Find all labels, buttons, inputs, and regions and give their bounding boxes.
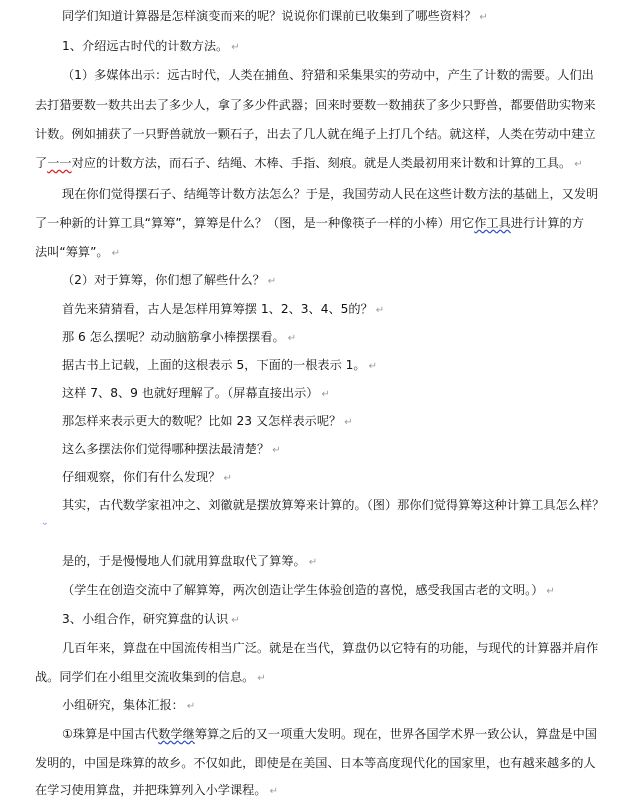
- question-line-4: 这样 7、8、9 也就好理解了。（屏幕直接出示） ↵: [62, 386, 330, 400]
- paragraph-mark-icon: ↵: [267, 276, 277, 287]
- section-heading-1: 1、介绍远古时代的计数方法。 ↵: [62, 39, 240, 53]
- paragraph-mark-icon: ↵: [321, 389, 330, 400]
- question-line-10: （学生在创造交流中了解算筹，两次创造让学生体验创造的喜悦，感受我国古老的文明。） ↵: [62, 583, 555, 597]
- section-heading-2: （2）对于算筹，你们想了解些什么？ ↵: [62, 273, 277, 287]
- question-line-8: 其实，古代数学家祖冲之、刘徽就是摆放算筹来计算的。（图）那你们觉得算筹这种计算工具怎么样？: [62, 498, 605, 512]
- paragraph-mark-icon: ↵: [308, 557, 318, 568]
- section-heading-4: 小组研究，集体汇报： ↵: [62, 698, 196, 712]
- spelling-error-underline: 一一: [47, 156, 72, 170]
- question-line-2: 那 6 怎么摆呢？动动脑筋拿小棒摆摆看。 ↵: [62, 330, 297, 344]
- suanchou-para-line-1: 现在你们觉得摆石子、结绳等计数方法怎么？于是，我国劳动人民在这些计数方法的基础上，又发明: [62, 187, 599, 201]
- question-line-3: 据古书上记载，上面的这根表示 5，下面的一根表示 1。 ↵: [62, 358, 377, 372]
- paragraph-mark-icon: ↵: [257, 673, 266, 684]
- suanchou-para-line-3: 法叫“筹算”。 ↵: [35, 245, 120, 259]
- multimedia-para-line-3: 计数。例如捕获了一只野兽就放一颗石子，出去了几人就在绳子上打几个结。就这样，人类在劳动中建立: [35, 127, 596, 141]
- question-line-6: 这么多摆法你们觉得哪种摆法最清楚？ ↵: [62, 442, 281, 456]
- multimedia-para-line-1: （1）多媒体出示：远古时代，人类在捕鱼、狩猎和采集果实的劳动中，产生了计数的需要。人们出: [62, 68, 594, 82]
- section-heading-3: 3、小组合作，研究算盘的认识 ↵: [62, 612, 240, 626]
- question-line-5: 那怎样来表示更大的数呢？比如 23 又怎样表示呢？ ↵: [62, 414, 353, 428]
- question-line-1: 首先来猜猜看，古人是怎样用算筹摆 1、2、3、4、5的？ ↵: [62, 302, 385, 316]
- paragraph-mark-icon: ↵: [344, 417, 353, 428]
- paragraph-mark-icon: ↵: [375, 305, 385, 316]
- paragraph-mark-icon: ↵: [272, 445, 281, 456]
- paragraph-mark-icon: ↵: [574, 159, 583, 170]
- paragraph-mark-icon: ↵: [269, 786, 278, 797]
- paragraph-mark-icon: ↵: [546, 586, 555, 597]
- paragraph-mark-icon: ↵: [231, 615, 240, 626]
- paragraph-mark-icon: ↵: [287, 333, 297, 344]
- paragraph-mark-icon: ↵: [479, 12, 488, 23]
- multimedia-para-line-2: 去打猎要数一数共出去了多少人，拿了多少件武器；回来时要数一数捕获了多少只野兽，都要借助实物来: [35, 98, 596, 112]
- paragraph-mark-icon: ↵: [231, 42, 240, 53]
- multimedia-para-line-4: 了一一对应的计数方法，而石子、结绳、木棒、手指、刻痕。就是人类最初用来计数和计算的工具。 ↵: [35, 156, 583, 170]
- abacus-para-line-2: 战。同学们在小组里交流收集到的信息。 ↵: [35, 670, 266, 684]
- question-line-9: 是的，于是慢慢地人们就用算盘取代了算筹。 ↵: [62, 554, 318, 568]
- grammar-check-underline: 数学继: [158, 727, 195, 741]
- grammar-check-underline: 作工具: [474, 216, 511, 230]
- zhusuan-para-line-2: 发明的，中国是珠算的故乡。不仅如此，即使是在美国、日本等高度现代化的国家里，也有越来越多的人: [35, 756, 596, 770]
- zhusuan-para-line-1: ①珠算是中国古代数学继筹算之后的又一项重大发明。现在，世界各国学术界一致公认，算盘是中国: [62, 727, 597, 741]
- question-line-7: 仔细观察，你们有什么发现？ ↵: [62, 470, 232, 484]
- paragraph-mark-icon: ↵: [111, 248, 120, 259]
- abacus-para-line-1: 几百年来，算盘在中国流传相当广泛。就是在当代，算盘仍以它特有的功能，与现代的计算器并肩作: [62, 641, 599, 655]
- paragraph-mark-icon: ↵: [368, 361, 377, 372]
- stray-mark-icon: ᵕ: [43, 520, 48, 531]
- zhusuan-para-line-3: 在学习使用算盘，并把珠算列入小学课程。 ↵: [35, 783, 278, 797]
- paragraph-mark-icon: ↵: [223, 473, 232, 484]
- paragraph-mark-icon: ↵: [186, 701, 196, 712]
- paragraph-intro-question: 同学们知道计算器是怎样演变而来的呢？说说你们课前已收集到了哪些资料？ ↵: [62, 9, 488, 23]
- suanchou-para-line-2: 了一种新的计算工具“算筹”，算筹是什么？（图，是一种像筷子一样的小棒）用它作工具进行计算的方: [35, 216, 584, 230]
